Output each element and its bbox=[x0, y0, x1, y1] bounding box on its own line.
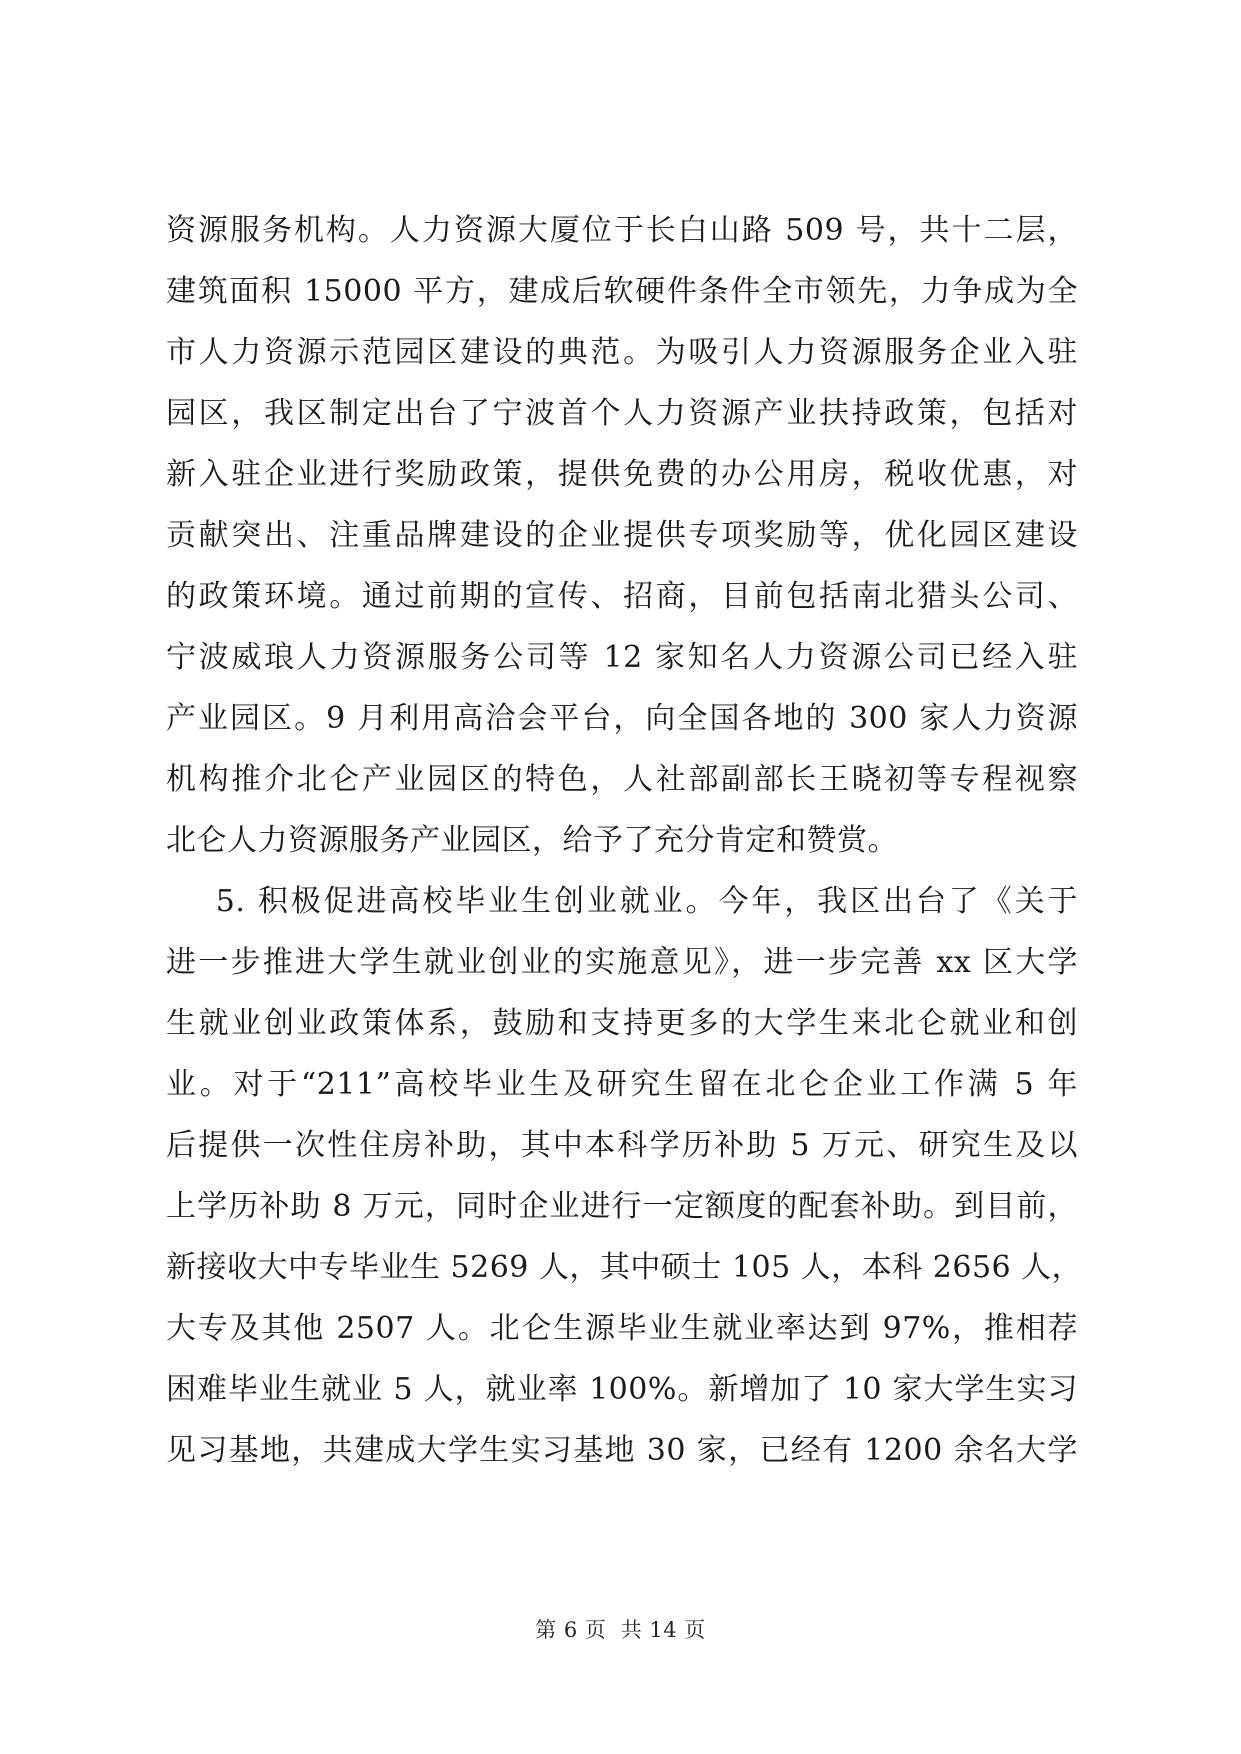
paragraph-start-line: 5. 积极促进高校毕业生创业就业。今年，我区出台了《关于 bbox=[166, 884, 1078, 919]
text-line: 建筑面积 15000 平方，建成后软硬件条件全市领先，力争成为全 bbox=[166, 274, 1078, 309]
text-line: 机构推介北仑产业园区的特色，人社部副部长王晓初等专程视察 bbox=[166, 762, 1078, 797]
text-line: 新入驻企业进行奖励政策，提供免费的办公用房，税收优惠，对 bbox=[166, 457, 1078, 492]
body-text bbox=[166, 200, 1083, 1481]
text-line: 生就业创业政策体系，鼓励和支持更多的大学生来北仑就业和创 bbox=[166, 1006, 1078, 1041]
text-line: 北仑人力资源服务产业园区，给予了充分肯定和赞赏。 bbox=[166, 823, 898, 858]
text-line: 市人力资源示范园区建设的典范。为吸引人力资源服务企业入驻 bbox=[166, 335, 1078, 370]
text-line: 资源服务机构。人力资源大厦位于长白山路 509 号，共十二层， bbox=[166, 213, 1078, 248]
text-line: 宁波威琅人力资源服务公司等 12 家知名人力资源公司已经入驻 bbox=[166, 640, 1078, 675]
text-line: 大专及其他 2507 人。北仑生源毕业生就业率达到 97%，推相荐 bbox=[166, 1311, 1078, 1346]
text-line: 进一步推进大学生就业创业的实施意见》，进一步完善 xx 区大学 bbox=[166, 945, 1078, 980]
text-line: 困难毕业生就业 5 人，就业率 100%。新增加了 10 家大学生实习 bbox=[166, 1372, 1078, 1407]
text-line: 业。对于“211”高校毕业生及研究生留在北仑企业工作满 5 年 bbox=[166, 1067, 1078, 1102]
text-line: 见习基地，共建成大学生实习基地 30 家，已经有 1200 余名大学 bbox=[166, 1433, 1078, 1468]
text-line: 上学历补助 8 万元，同时企业进行一定额度的配套补助。到目前， bbox=[166, 1189, 1078, 1224]
text-line: 的政策环境。通过前期的宣传、招商，目前包括南北猎头公司、 bbox=[166, 579, 1078, 614]
text-line: 产业园区。9 月利用高洽会平台，向全国各地的 300 家人力资源 bbox=[166, 701, 1078, 736]
text-line: 贡献突出、注重品牌建设的企业提供专项奖励等，优化园区建设 bbox=[166, 518, 1078, 553]
text-line: 后提供一次性住房补助，其中本科学历补助 5 万元、研究生及以 bbox=[166, 1128, 1078, 1163]
page-number-footer: 第 6 页 共 14 页 bbox=[535, 1618, 706, 1642]
text-line: 园区，我区制定出台了宁波首个人力资源产业扶持政策，包括对 bbox=[166, 396, 1078, 431]
text-line: 新接收大中专毕业生 5269 人，其中硕士 105 人，本科 2656 人， bbox=[166, 1250, 1083, 1285]
